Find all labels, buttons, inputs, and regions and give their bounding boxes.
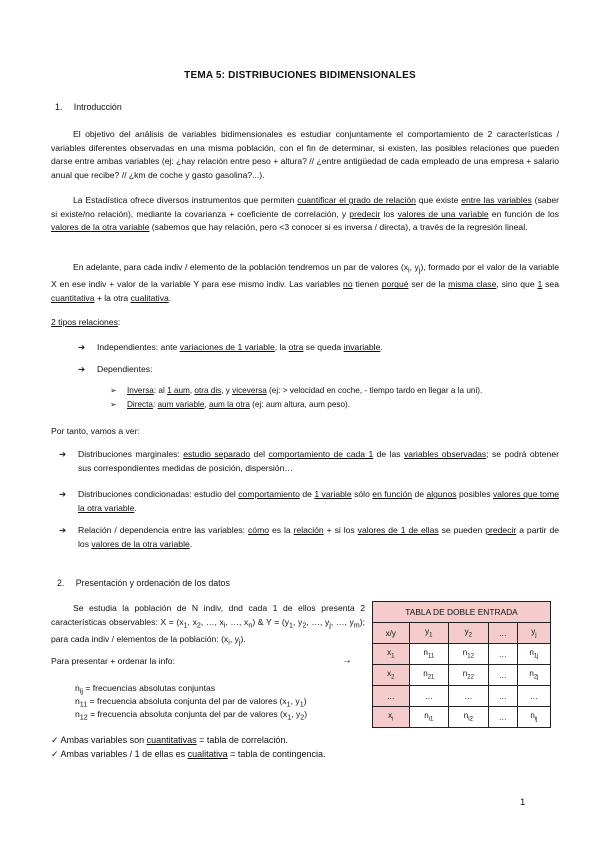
text: = tabla de correlación. <box>196 735 288 745</box>
section-title: Introducción <box>73 102 122 112</box>
text: , <box>189 386 195 395</box>
text: : <box>152 400 158 409</box>
cell-text: … <box>498 670 507 680</box>
subscript: 11 <box>79 700 88 709</box>
relation-types-label <box>51 317 120 327</box>
table-row <box>373 707 551 728</box>
text: Independientes: ante <box>97 342 180 352</box>
subscript: 2 <box>302 621 307 630</box>
text: = tabla de contingencia. <box>227 749 326 759</box>
table-cell <box>517 644 550 665</box>
independent-bullet <box>78 341 557 355</box>
subscript: i <box>392 716 394 723</box>
text: = frecuencia absoluta conjunta del par de valores (x <box>87 709 288 719</box>
section-2-paragraph <box>51 602 365 650</box>
section-number: 1. <box>55 102 63 112</box>
section-1-heading <box>55 102 122 112</box>
n12-definition <box>75 708 307 725</box>
subscript: 22 <box>467 674 474 681</box>
underlined-text: cualitativa <box>130 292 169 303</box>
therefore-line: Por tanto, vamos a ver: <box>51 426 140 436</box>
present-info-line: Para presentar + ordenar la info: <box>51 656 175 666</box>
text: posibles <box>456 489 493 499</box>
intro-paragraph-2 <box>51 194 559 235</box>
text: , y <box>291 709 301 719</box>
text: Se estudia la población de N indiv, dnd cada 1 de ellos presenta 2 características observables: X = (x <box>51 603 365 627</box>
cell-text: n <box>424 711 429 721</box>
page-title: TEMA 5: DISTRIBUCIONES BIDIMENSIONALES <box>184 70 416 81</box>
subscript: i1 <box>428 716 434 723</box>
table-title: TABLA DE DOBLE ENTRADA <box>373 602 551 623</box>
text: , x <box>187 616 197 627</box>
column-header <box>517 623 550 644</box>
table-cell <box>409 686 449 707</box>
subscript: m <box>353 621 360 630</box>
underlined-text: cuantitativa <box>51 292 95 303</box>
table-cell <box>517 686 550 707</box>
text: ). <box>240 633 246 644</box>
underlined-text: cuantitativas <box>146 735 197 745</box>
subscript: 21 <box>427 674 435 681</box>
cell-text: x <box>387 669 392 679</box>
table-cell <box>449 644 489 665</box>
relation-bullet <box>59 524 559 551</box>
text: Distribuciones condicionadas: estudio del <box>78 489 239 499</box>
text: sea <box>542 279 559 290</box>
subscript: 12 <box>79 713 88 722</box>
column-header <box>449 623 489 644</box>
text: ); para cada indiv / elementos de la población: (x <box>51 616 366 644</box>
underlined-text: 1 <box>537 279 543 290</box>
text: Dependientes: <box>97 364 153 374</box>
cell-text: x <box>388 711 393 721</box>
marginal-bullet <box>59 448 560 475</box>
text: . <box>380 342 383 352</box>
text: sólo <box>351 489 373 499</box>
arrow-right-icon: → <box>342 655 352 666</box>
table-cell <box>517 707 550 728</box>
text: (saber si existe/no relación), mediante la covarianza + coeficiente de correlación, y <box>51 195 559 219</box>
text: , …, x <box>225 616 249 627</box>
underlined-text: relación <box>293 525 324 535</box>
cell-text: n <box>462 669 468 679</box>
underlined-text: valores de la otra variable <box>51 222 150 233</box>
intro-paragraph-1: El objetivo del análisis de variables bidimensionales es estudiar conjuntamente el comportamiento de 2 características / variables diferentes observadas en una misma población, con el fin de determinar, si existen, las posibles relaciones que pueden darse entre ambas variables (ej: ¿hay relación entre peso + altura? // ¿entre antigüedad de cada empleado de una empresa + salario anual que recibe? // ¿km de coche y gasto gasolina?...). <box>51 129 559 180</box>
underlined-text: predecir <box>485 525 517 535</box>
table-cell <box>449 686 489 707</box>
table-row <box>373 665 551 686</box>
cell-text: … <box>498 712 507 722</box>
page-number: 1 <box>520 797 526 808</box>
subscript: 1 <box>391 653 395 660</box>
underlined-text: Directa <box>127 400 153 409</box>
text: en función de los <box>488 208 559 219</box>
text: , y <box>293 616 303 627</box>
underlined-text: valores de una variable <box>397 208 489 219</box>
underlined-text: predecir <box>349 208 381 219</box>
arrow-right-icon: ➔ <box>59 489 67 499</box>
underlined-text: entre las variables <box>461 195 532 205</box>
text: que existe <box>415 195 462 205</box>
table-cell <box>517 665 550 686</box>
underlined-text: no <box>343 279 353 290</box>
underlined-text: cómo <box>248 525 270 535</box>
text: ; se podrá obtener sus correspondientes medidas de posición, dispersión… <box>78 449 560 473</box>
cell-text: n <box>463 711 469 721</box>
text: ser de la <box>408 279 449 290</box>
subscript: 11 <box>427 653 435 660</box>
column-header <box>409 623 449 644</box>
underlined-text: aum la otra <box>208 400 250 409</box>
underlined-text: en función <box>372 489 413 499</box>
subscript: i <box>408 266 410 275</box>
table-cell <box>488 665 517 686</box>
arrow-right-icon: ➔ <box>78 342 86 352</box>
arrowhead-icon: ➢ <box>110 400 117 409</box>
table-cell <box>488 686 517 707</box>
section-number: 2. <box>57 578 65 588</box>
column-header <box>488 623 517 644</box>
underlined-text: comportamiento <box>238 489 300 499</box>
subscript: ij <box>534 716 538 723</box>
table-cell <box>409 644 449 665</box>
text: Relación / dependencia entre las variables: <box>78 525 248 535</box>
table-cell <box>488 644 517 665</box>
subscript: 2 <box>391 674 395 681</box>
arrow-right-icon: ➔ <box>78 364 86 374</box>
text: ) <box>304 709 308 719</box>
text: n <box>75 709 80 719</box>
subscript: j <box>329 621 331 630</box>
cell-text: x <box>387 648 392 658</box>
table-cell <box>449 665 489 686</box>
text: ), formado por el valor de la variable X en ese indiv + valor de la variable Y para ese mismo indiv. Las variables <box>51 262 559 290</box>
cell-text: n <box>530 711 535 721</box>
table-cell <box>409 665 449 686</box>
subscript: i2 <box>468 716 473 723</box>
underlined-text: valores que tome la otra variable <box>78 489 560 513</box>
text: ) & Y = (y <box>252 616 290 627</box>
underlined-text: viceversa <box>232 386 267 395</box>
text: + la otra <box>94 292 131 303</box>
subscript: 2 <box>300 713 305 722</box>
cell-text: y <box>531 627 536 637</box>
underlined-text: invariable <box>343 342 381 352</box>
text: (sabemos que hay relación, pero <3 conocer si es inversa / directa), a través de la regresión lineal. <box>149 222 528 233</box>
text: se pueden <box>438 525 486 535</box>
underlined-text: 1 variable <box>314 489 352 499</box>
intro-paragraph-3 <box>51 261 559 306</box>
subscript: 2j <box>533 674 539 681</box>
double-entry-table <box>372 601 551 728</box>
dependent-bullet <box>78 363 153 377</box>
text: La Estadística ofrece diversos instrumentos que permiten <box>73 195 298 205</box>
text: es la <box>269 525 294 535</box>
underlined-text: aum variable <box>157 400 205 409</box>
table <box>372 601 551 728</box>
subscript: 1 <box>429 632 433 639</box>
table-cell <box>488 707 517 728</box>
text: , …, y <box>330 616 354 627</box>
direct-subbullet <box>110 398 557 412</box>
text: . <box>168 292 172 303</box>
text: ) <box>303 696 307 706</box>
cell-text: n <box>423 669 428 679</box>
cell-text: … <box>386 691 395 701</box>
text: : <box>117 317 121 327</box>
underlined-text: porqué <box>381 279 409 290</box>
underlined-text: valores de 1 de ellas <box>357 525 439 535</box>
text: , y <box>409 262 419 272</box>
subscript: 1 <box>183 621 188 630</box>
check-line-contingency <box>51 749 325 760</box>
underlined-text: variaciones de 1 variable <box>179 342 275 352</box>
subscript: 1 <box>286 700 291 709</box>
arrow-right-icon: ➔ <box>59 449 67 459</box>
table-row <box>373 644 551 665</box>
arrowhead-icon: ➢ <box>110 386 117 395</box>
underlined-text: comportamiento de cada 1 <box>268 449 374 459</box>
text: ✓ Ambas variables son <box>51 735 147 745</box>
underlined-text: variables observadas <box>403 449 487 459</box>
text: : al <box>153 386 168 395</box>
cell-text: n <box>462 648 468 658</box>
section-2-heading <box>57 578 230 588</box>
cell-text: n <box>529 648 534 658</box>
text: , la <box>274 342 289 352</box>
cell-text: y <box>464 627 469 637</box>
text: (ej: > velocidad en coche, - tiempo tardo en llegar a la uni). <box>266 386 483 395</box>
table-corner-label: x/y <box>373 623 410 644</box>
table-header-row <box>373 623 551 644</box>
text: , y <box>290 696 300 706</box>
arrow-right-icon: ➔ <box>59 525 67 535</box>
text: se queda <box>303 342 344 352</box>
cell-text: n <box>423 648 428 658</box>
text: a partir de los <box>78 525 559 549</box>
subscript: j <box>418 266 421 275</box>
subscript: 1 <box>289 621 294 630</box>
underlined-text: misma clase <box>448 279 497 290</box>
section-title: Presentación y ordenación de los datos <box>75 578 230 588</box>
conditional-bullet <box>59 488 560 515</box>
text: , …, y <box>306 616 330 627</box>
cell-text: … <box>424 691 433 701</box>
text: de las <box>373 449 404 459</box>
underlined-text: Inversa <box>127 386 154 395</box>
text: los <box>380 208 398 219</box>
subscript: i <box>228 638 230 647</box>
cell-text: y <box>425 627 430 637</box>
text: del <box>250 449 269 459</box>
subscript: 1j <box>533 653 539 660</box>
text: = frecuencias absolutas conjuntas <box>82 683 216 693</box>
subscript: j <box>535 632 537 639</box>
text: n <box>75 683 80 693</box>
text: En adelante, para cada indiv / elemento de la población tendremos un par de valores (x <box>73 262 409 272</box>
text: . <box>189 538 193 549</box>
subscript: 2 <box>468 632 473 639</box>
text: n <box>75 696 80 706</box>
subscript: i <box>223 621 226 630</box>
underlined-text: cualitativa <box>187 749 228 759</box>
underlined-text: estudio separado <box>183 449 251 459</box>
underlined-text: cuantificar el grado de relación <box>297 195 416 205</box>
subscript: j <box>238 638 241 647</box>
table-cell <box>409 707 449 728</box>
text: , y <box>229 633 239 644</box>
text: + si los <box>323 525 358 535</box>
subscript: 2 <box>196 621 201 630</box>
subscript: 12 <box>467 653 474 660</box>
table-row <box>373 686 551 707</box>
text: , <box>204 400 209 409</box>
underlined-text: otra dis <box>194 386 222 395</box>
row-header <box>373 707 410 728</box>
text: Distribuciones marginales: <box>78 449 184 459</box>
text: . <box>134 502 137 513</box>
cell-text: … <box>498 649 507 659</box>
text: = frecuencia absoluta conjunta del par de valores (x <box>87 696 287 706</box>
cell-text: … <box>464 691 473 701</box>
subscript: n <box>248 621 253 630</box>
underlined-text: otra <box>288 342 304 352</box>
text: de <box>412 489 427 499</box>
table-cell <box>449 707 489 728</box>
cell-text: … <box>498 691 507 701</box>
check-line-correlation <box>51 735 288 746</box>
subscript: 1 <box>287 713 292 722</box>
cell-text: … <box>529 691 538 701</box>
cell-text: n <box>529 669 534 679</box>
cell-text: … <box>498 628 507 638</box>
subscript: ij <box>79 687 83 696</box>
underlined-text: 2 tipos relaciones <box>51 317 118 327</box>
text: , sino que <box>496 279 538 290</box>
row-header <box>373 686 410 707</box>
underlined-text: algunos <box>426 489 457 499</box>
text: de <box>299 489 315 499</box>
underlined-text: 1 aum <box>167 386 190 395</box>
inverse-subbullet <box>110 384 557 398</box>
underlined-text: valores de la otra variable <box>91 538 190 549</box>
subscript: 1 <box>299 700 304 709</box>
row-header <box>373 644 410 665</box>
text: , y <box>221 386 233 395</box>
text: (ej: aum altura, aum peso). <box>249 400 351 409</box>
row-header <box>373 665 410 686</box>
text: ✓ Ambas variables / 1 de ellas es <box>51 749 188 759</box>
text: , …, x <box>200 616 224 627</box>
text: tienen <box>352 279 382 290</box>
